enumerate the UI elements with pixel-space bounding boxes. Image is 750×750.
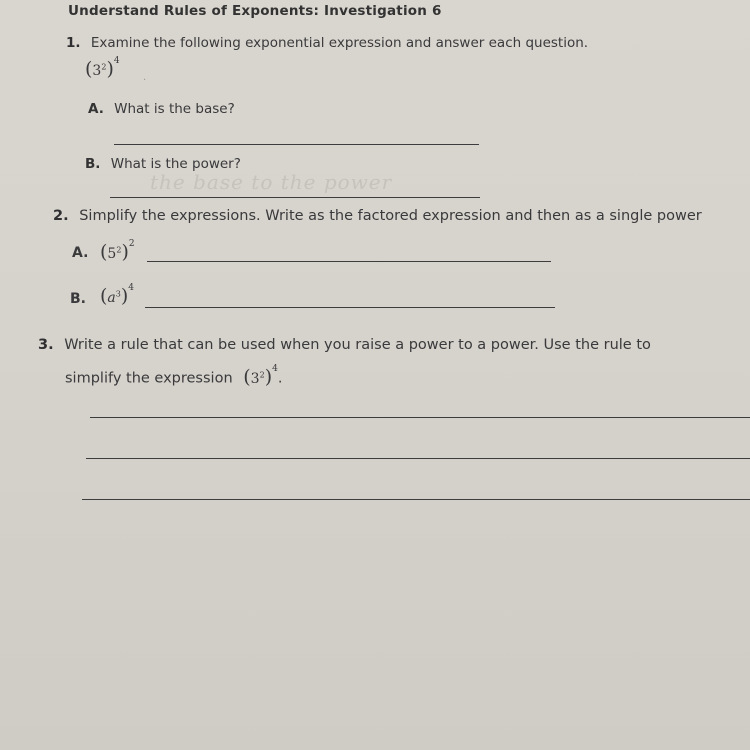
- question-3-text-line2: simplify the expression: [65, 370, 233, 387]
- question-1a: [88, 101, 235, 117]
- answer-line-3-1[interactable]: [90, 417, 750, 418]
- answer-line-2b[interactable]: [145, 307, 555, 308]
- question-2b-label: B.: [70, 291, 86, 307]
- question-3-period: .: [277, 370, 283, 387]
- expr-outer-exponent: 4: [113, 56, 120, 66]
- question-1b-label: B.: [85, 156, 101, 172]
- question-3-number: 3.: [38, 337, 54, 353]
- expr-inner-exponent: 3: [115, 289, 121, 299]
- expr-base: 5: [107, 246, 117, 262]
- expr-inner-exponent: 2: [116, 245, 122, 255]
- answer-line-2a[interactable]: [147, 261, 551, 262]
- expr-outer-exponent: 4: [128, 283, 135, 293]
- question-2-number: 2.: [53, 208, 69, 224]
- question-3-prompt: [38, 331, 738, 396]
- expr-base: 3: [250, 370, 260, 387]
- question-2-prompt: [53, 208, 702, 224]
- expr-inner-exponent: 2: [259, 370, 265, 379]
- question-3-text-line1: Write a rule that can be used when you raise a power to a power. Use the rule to: [64, 337, 651, 353]
- expr-base: 3: [92, 63, 102, 79]
- question-1a-text: What is the base?: [114, 101, 235, 117]
- question-1-expression: $(3^2)^4$: [85, 56, 120, 80]
- question-2-text: Simplify the expressions. Write as the factored expression and then as a single power: [79, 208, 702, 224]
- erased-handwriting: the base to the power: [150, 170, 393, 194]
- question-3-expression: $(3^2)^4$: [243, 363, 278, 388]
- expr-inner-exponent: 2: [101, 62, 107, 72]
- question-1b-text: What is the power?: [110, 156, 241, 172]
- question-1-prompt: [66, 35, 588, 51]
- worksheet-title: Understand Rules of Exponents: Investigation 6: [68, 3, 442, 19]
- expr-outer-exponent: 4: [272, 363, 278, 374]
- answer-line-1b[interactable]: [110, 197, 480, 198]
- answer-line-1a[interactable]: [114, 144, 479, 145]
- question-1a-label: A.: [88, 101, 104, 117]
- question-2a-label: A.: [72, 245, 89, 261]
- question-2a-expression: $(5^2)^2$: [100, 239, 135, 263]
- question-2b-expression: $(a^3)^4$: [100, 283, 135, 307]
- answer-line-3-2[interactable]: [86, 458, 750, 459]
- answer-line-3-3[interactable]: [82, 499, 750, 500]
- question-1-text: Examine the following exponential expression and answer each question.: [90, 35, 589, 51]
- expr-outer-exponent: 2: [128, 239, 135, 249]
- question-1-number: 1.: [66, 35, 81, 51]
- stray-mark: ·: [143, 75, 147, 86]
- expr-base: a: [107, 290, 116, 306]
